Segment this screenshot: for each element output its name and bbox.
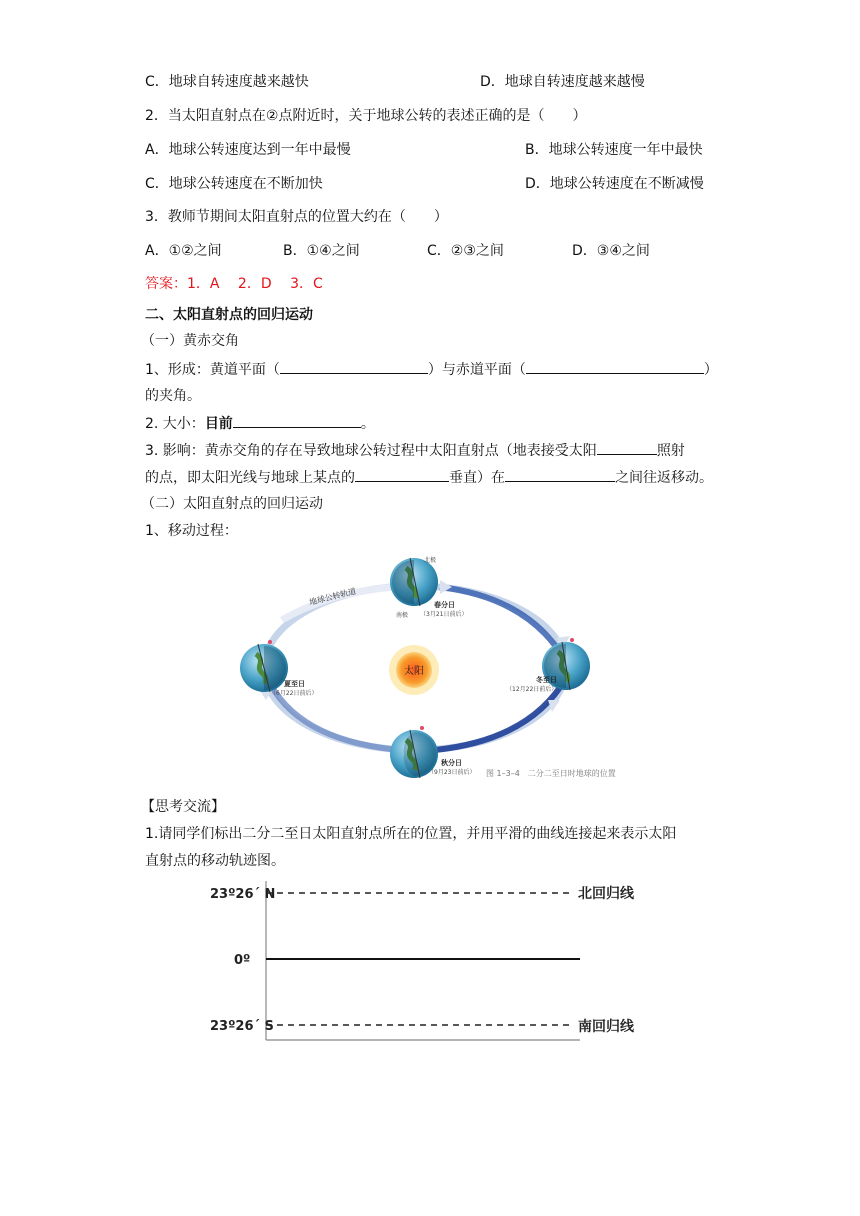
north-pole-label: 北极: [424, 557, 437, 564]
size-text-a: 2. 大小：: [145, 416, 205, 432]
subsection-title-2: （二）太阳直射点的回归运动: [141, 496, 323, 512]
summer-label: 夏至日: [284, 680, 305, 688]
formation-text-a: 1、形成：黄道平面（: [145, 362, 280, 378]
effect-blank-1[interactable]: [597, 440, 657, 455]
size-text-c: 。: [360, 416, 375, 432]
q2-option-a: A．地球公转速度达到一年中最慢: [145, 142, 351, 158]
earth-spring-icon: [390, 558, 438, 606]
think-question-line-2: 直射点的移动轨迹图。: [145, 853, 285, 869]
effect-text-2b: 垂直）在: [449, 470, 505, 486]
q2-option-d: D．地球公转速度在不断减慢: [525, 176, 704, 192]
south-pole-label: 南极: [396, 612, 409, 619]
q3-option-c: C．②③之间: [427, 243, 504, 259]
effect-blank-3[interactable]: [505, 467, 615, 482]
summer-date: （6月22日前后）: [270, 690, 318, 697]
equator-label: 0º: [234, 953, 251, 968]
size-text-b: 目前: [204, 416, 233, 432]
q3-option-d: D．③④之间: [572, 243, 650, 259]
autumn-label: 秋分日: [441, 759, 462, 767]
q1-option-c: C．地球自转速度越来越快: [145, 74, 309, 90]
q2-option-b: B．地球公转速度一年中最快: [525, 142, 703, 158]
orbit-figure: [230, 550, 630, 786]
formation-text-c: ）: [703, 362, 718, 378]
latitude-chart: [200, 875, 660, 1050]
autumn-date: （9月23日前后）: [428, 769, 476, 776]
orbit-arrow-icon: [440, 580, 452, 594]
winter-label: 冬至日: [536, 676, 557, 684]
q2-stem: 2．当太阳直射点在②点附近时，关于地球公转的表述正确的是（ ）: [145, 108, 587, 124]
formation-line: [145, 359, 718, 380]
equator-plane-blank[interactable]: [526, 359, 704, 374]
q1-option-d: D．地球自转速度越来越慢: [480, 74, 645, 90]
ecliptic-plane-blank[interactable]: [280, 359, 428, 374]
figure-caption: 图 1–3–4 二分二至日时地球的位置: [486, 769, 616, 778]
formation-text-d: 的夹角。: [145, 388, 201, 404]
tropic-cancer-label: 北回归线: [578, 886, 634, 902]
q3-option-b: B．①④之间: [283, 243, 360, 259]
subsection-title-1: （一）黄赤交角: [141, 333, 239, 349]
tropic-capricorn-label: 南回归线: [578, 1019, 634, 1035]
think-question-line-1: 1.请同学们标出二分二至日太阳直射点所在的位置，并用平滑的曲线连接起来表示太阳: [145, 826, 677, 842]
effect-text-1b: 照射: [656, 443, 685, 459]
think-title: 【思考交流】: [141, 799, 225, 815]
process-label: 1、移动过程：: [145, 523, 238, 539]
answer-line: 答案：1．A 2．D 3．C: [145, 276, 323, 292]
earth-summer-icon: [240, 640, 288, 692]
section-title: 二、太阳直射点的回归运动: [145, 307, 313, 323]
south-latitude-label: 23º26´ S: [210, 1019, 274, 1034]
winter-date: （12月22日前后）: [506, 686, 558, 693]
effect-line-1: [145, 440, 685, 461]
formation-text-b: ）与赤道平面（: [427, 362, 526, 378]
sun-label: 太阳: [404, 666, 424, 677]
orbit-label: 地球公转轨道: [308, 586, 358, 607]
north-latitude-label: 23º26´ N: [210, 887, 276, 902]
effect-blank-2[interactable]: [355, 467, 449, 482]
spring-date: （3月21日前后）: [420, 611, 468, 618]
effect-text-2a: 的点，即太阳光线与地球上某点的: [145, 470, 355, 486]
effect-text-1a: 3. 影响：黄赤交角的存在导致地球公转过程中太阳直射点（地表接受太阳: [145, 443, 597, 459]
size-line: [145, 413, 375, 434]
effect-text-2c: 之间往返移动。: [615, 470, 713, 486]
spring-label: 春分日: [434, 601, 455, 609]
q3-stem: 3．教师节期间太阳直射点的位置大约在（ ）: [145, 209, 448, 225]
q3-option-a: A．①②之间: [145, 243, 222, 259]
q2-option-c: C．地球公转速度在不断加快: [145, 176, 323, 192]
effect-line-2: [145, 467, 713, 488]
size-blank[interactable]: [233, 413, 361, 428]
